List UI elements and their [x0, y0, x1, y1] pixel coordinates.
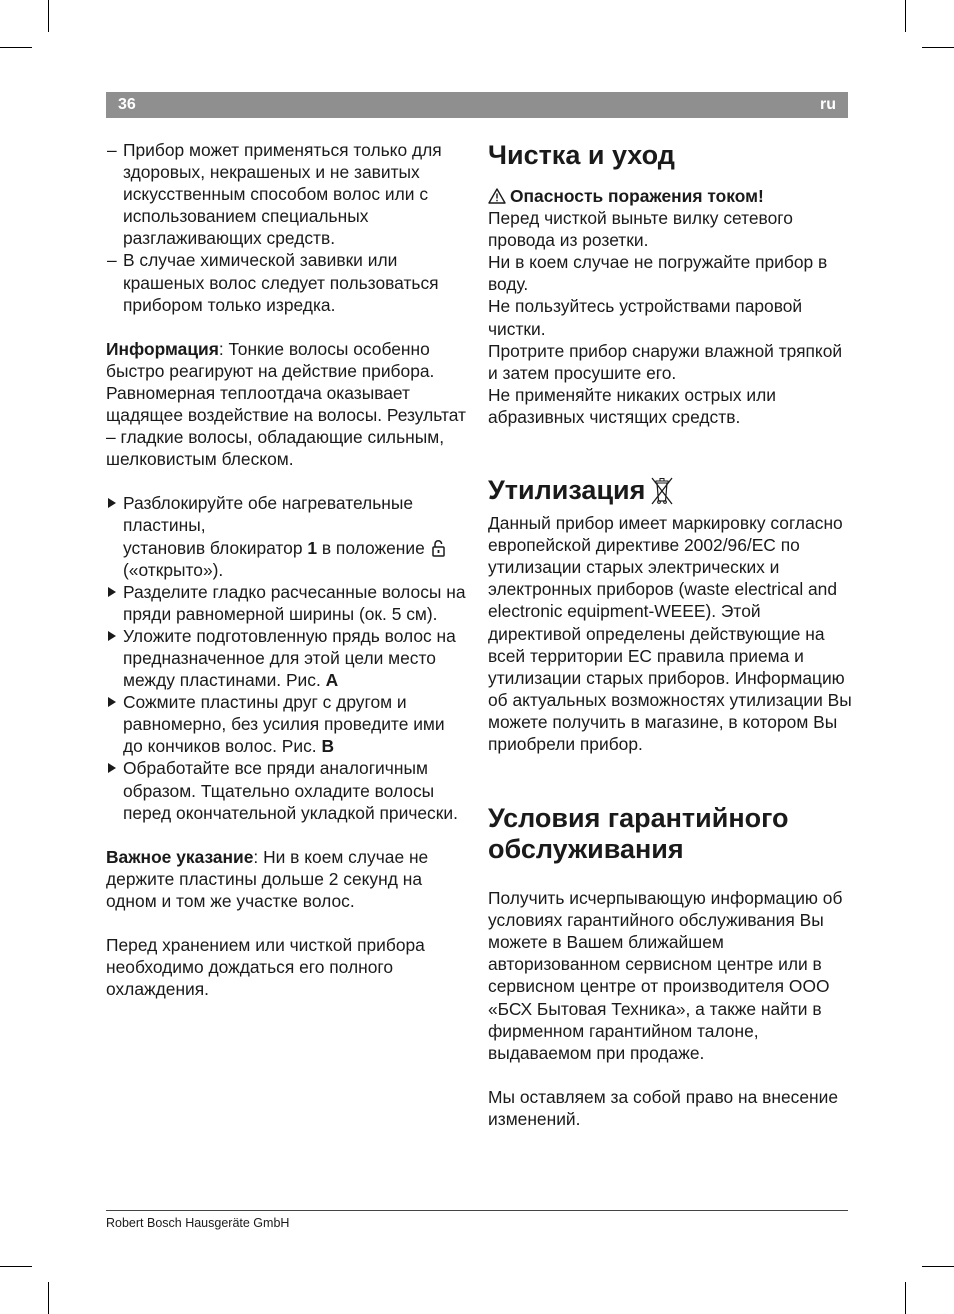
info-paragraph — [106, 338, 468, 471]
step-text: установив блокиратор — [123, 537, 308, 558]
crop-mark — [922, 1266, 954, 1267]
info-text: : Тонкие волосы особенно быстро реагируют на действие прибора. Равномерная теплоотдача оказывает щадящее воздействие на волосы. Результат – гладкие волосы, обладающие сильным, шелковистым блеском. — [106, 338, 466, 470]
language-code: ru — [820, 96, 836, 113]
step-item: Обработайте все пряди аналогичным образом. Тщательно охладите волосы перед окончательной укладкой прически. — [106, 757, 468, 823]
crop-mark — [905, 0, 906, 32]
step-text: Разблокируйте обе нагревательные пластины, — [123, 493, 414, 536]
warning-line — [488, 185, 852, 207]
part-number: 1 — [307, 537, 318, 558]
important-text: : Ни в коем случае не держите пластины дольше 2 секунд на одном и том же участке волос. — [106, 846, 429, 911]
warning-icon — [488, 188, 506, 204]
footer-divider — [106, 1210, 848, 1211]
crop-mark — [0, 1266, 32, 1267]
crossed-bin-icon — [651, 475, 673, 505]
warranty-heading: Условия гарантийного обслуживания — [488, 803, 789, 865]
figure-ref: B — [321, 736, 334, 757]
cleaning-heading: Чистка и уход — [488, 140, 675, 170]
step-item — [106, 691, 468, 757]
page-number: 36 — [118, 96, 136, 113]
important-label: Важное указание — [106, 846, 254, 867]
disposal-heading — [488, 474, 852, 506]
storage-paragraph: Перед хранением или чисткой прибора необходимо дождаться его полного охлаждения. — [106, 935, 425, 1000]
crop-mark — [0, 47, 32, 48]
left-column — [106, 139, 468, 1000]
step-text: Уложите подготовленную прядь волос на предназначенное для этой цели место между пластинами. Рис. — [123, 625, 456, 691]
step-item: Разделите гладко расчесанные волосы на пряди равномерной ширины (ок. 5 см). — [106, 581, 468, 625]
figure-ref: A — [325, 670, 339, 691]
page-header — [106, 92, 848, 118]
crop-mark — [922, 47, 954, 48]
dash-item: – В случае химической завивки или крашеных волос следует пользоваться прибором только изредка. — [106, 249, 468, 315]
step-text: Сожмите пластины друг с другом и равномерно, без усилия проведите ими до кончиков волос. Рис. — [123, 692, 445, 757]
footer-company: Robert Bosch Hausgeräte GmbH — [106, 1216, 290, 1230]
unlocked-icon — [432, 539, 445, 557]
changes-note: Мы оставляем за собой право на внесение изменений. — [488, 1086, 838, 1129]
disposal-title: Утилизация — [488, 475, 646, 506]
important-paragraph — [106, 846, 468, 912]
cleaning-line: Перед чисткой выньте вилку сетевого провода из розетки. — [488, 208, 793, 251]
cleaning-line: Не пользуйтесь устройствами паровой чистки. — [488, 296, 803, 339]
step-text: («открыто»). — [123, 559, 224, 580]
disposal-paragraph: Данный прибор имеет маркировку согласно европейской директиве 2002/96/ЕС по утилизации старых электрических и электронных приборов (waste electrical and electronic equipment-WEEE). Этой директивой определены действующие на всей территории ЕС правила приема и утилизации старых приборов. Информацию об актуальных возможностях утилизации Вы можете получить в магазине, в котором Вы приобрели прибор. — [488, 513, 852, 754]
info-label: Информация — [106, 338, 219, 359]
step-item — [106, 625, 468, 691]
crop-mark — [48, 1282, 49, 1314]
warranty-paragraph: Получить исчерпывающую информацию об условиях гарантийного обслуживания Вы можете в Вашем ближайшем авторизованном сервисном центре или в сервисном центре от производителя ООО «БСХ Бытовая Техника», а также найти в фирменном гарантийном талоне, выдаваемом при продаже. — [488, 888, 843, 1063]
warning-title: Опасность поражения током! — [510, 186, 764, 206]
cleaning-line: Ни в коем случае не погружайте прибор в воду. — [488, 252, 828, 295]
step-item — [106, 492, 468, 580]
crop-mark — [905, 1282, 906, 1314]
right-column — [488, 139, 852, 1130]
cleaning-line: Протрите прибор снаружи влажной тряпкой и затем просушите его. — [488, 340, 843, 383]
step-text: в положение — [317, 537, 425, 558]
crop-mark — [48, 0, 49, 32]
cleaning-line: Не применяйте никаких острых или абразивных чистящих средств. — [488, 384, 776, 427]
dash-item: – Прибор может применяться только для здоровых, некрашеных и не завитых искусственным способом волос или с использованием специальных разглаживающих средств. — [106, 139, 468, 249]
